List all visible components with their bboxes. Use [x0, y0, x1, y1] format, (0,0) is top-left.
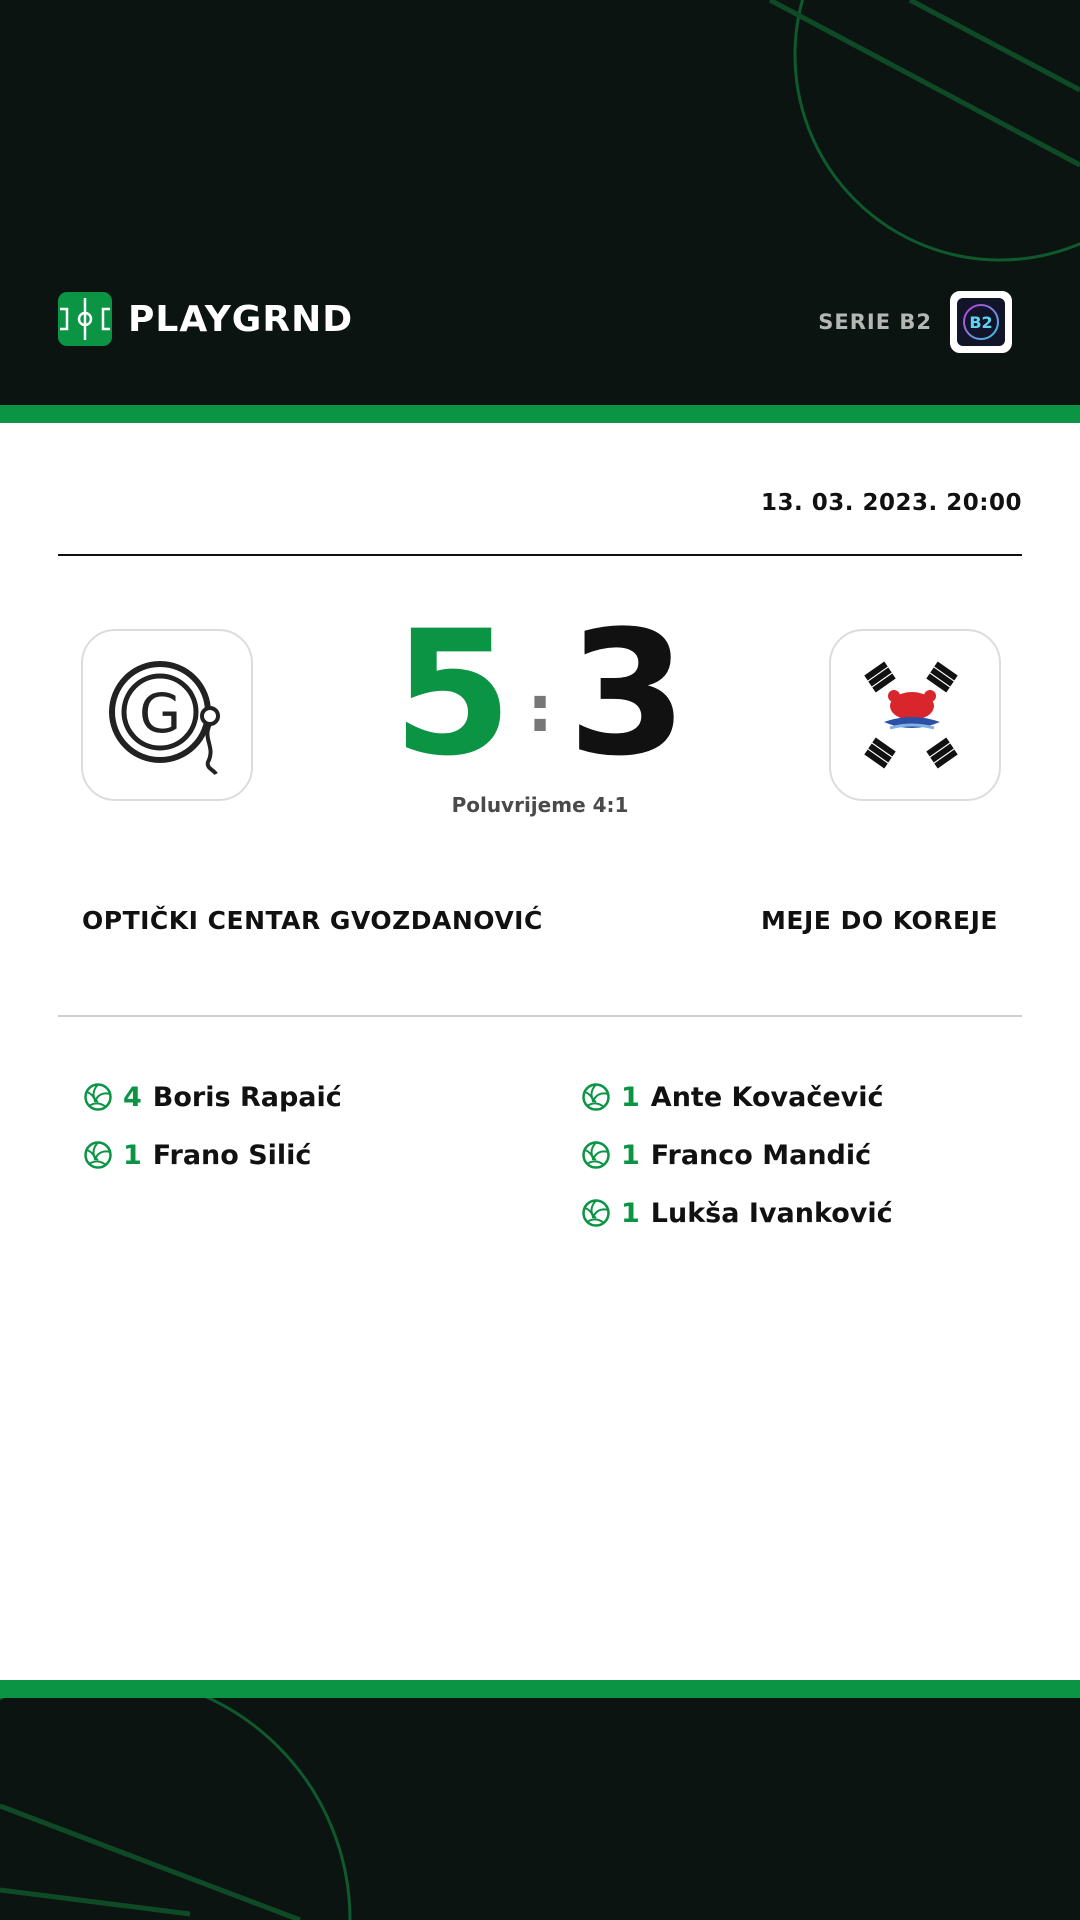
match-datetime: 13. 03. 2023. 20:00 — [761, 490, 1022, 516]
league-name: SERIE B2 — [818, 310, 932, 334]
pitch-lines-decoration — [0, 1698, 1080, 1920]
ball-icon — [581, 1082, 611, 1112]
svg-text:G: G — [139, 682, 181, 745]
away-team-crest-icon — [850, 650, 980, 780]
home-score: 5 — [392, 593, 513, 794]
home-team-crest-icon — [102, 650, 232, 780]
league-badge-text: B2 — [969, 313, 993, 332]
away-team-name: MEJE DO KOREJE — [761, 906, 998, 935]
footer-stripe — [0, 1680, 1080, 1698]
goal-count: 1 — [621, 1081, 640, 1113]
pitch-icon — [58, 292, 112, 346]
scorer-name: Franco Mandić — [650, 1139, 872, 1171]
home-scorers-list — [83, 1068, 342, 1184]
divider — [58, 1015, 1022, 1017]
away-score: 3 — [567, 593, 688, 794]
scorer-item — [83, 1126, 342, 1184]
brand — [58, 292, 353, 346]
goal-count: 1 — [123, 1139, 142, 1171]
scorer-item — [581, 1068, 893, 1126]
scorer-item — [581, 1184, 893, 1242]
ball-icon — [581, 1198, 611, 1228]
scorer-name: Frano Silić — [152, 1139, 312, 1171]
score-separator: : — [527, 673, 553, 747]
scorer-item — [83, 1068, 342, 1126]
halftime-score: Poluvrijeme 4:1 — [451, 793, 629, 817]
ball-icon — [83, 1140, 113, 1170]
scorer-name: Ante Kovačević — [650, 1081, 884, 1113]
brand-name: PLAYGRND — [128, 298, 354, 340]
away-scorers-list — [581, 1068, 893, 1242]
league-logo-icon — [957, 298, 1005, 346]
home-team-name: OPTIČKI CENTAR GVOZDANOVIĆ — [82, 906, 543, 935]
goal-count: 1 — [621, 1197, 640, 1229]
header-stripe — [0, 405, 1080, 423]
ball-icon — [83, 1082, 113, 1112]
goal-count: 1 — [621, 1139, 640, 1171]
ball-icon — [581, 1140, 611, 1170]
league-badge — [950, 291, 1012, 353]
scorer-name: Lukša Ivanković — [650, 1197, 893, 1229]
goal-count: 4 — [123, 1081, 142, 1113]
footer — [0, 1698, 1080, 1920]
divider — [58, 554, 1022, 556]
league — [818, 291, 1012, 353]
scorer-name: Boris Rapaić — [152, 1081, 342, 1113]
header — [0, 0, 1080, 405]
scorer-item — [581, 1126, 893, 1184]
home-team-logo — [81, 629, 253, 801]
away-team-logo — [829, 629, 1001, 801]
